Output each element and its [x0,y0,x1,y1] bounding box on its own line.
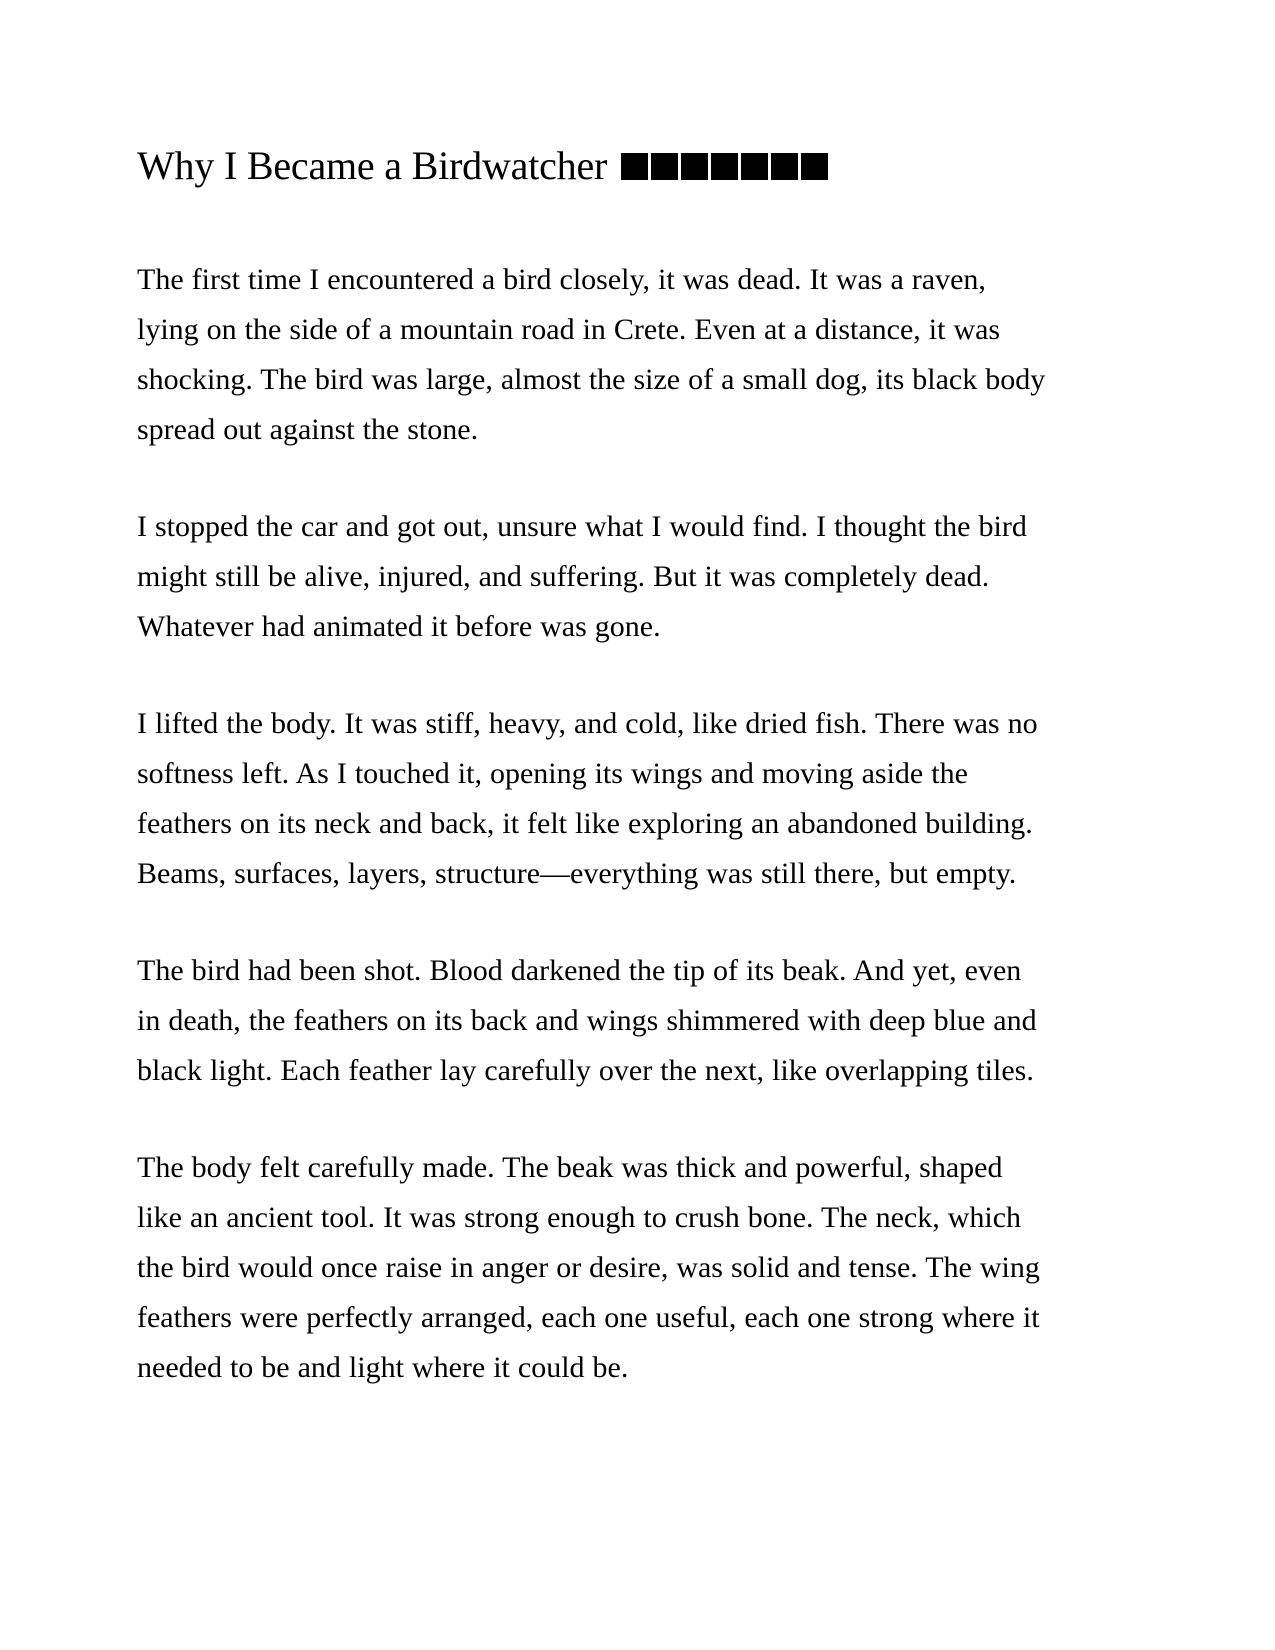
text-line: might still be alive, injured, and suffering. But it was completely dead. [137,560,990,593]
paragraph-4 [137,946,1147,1096]
redaction-block [771,153,798,180]
text-line: needed to be and light where it could be. [137,1351,629,1384]
text-line: The body felt carefully made. The beak was thick and powerful, shaped [137,1151,1003,1184]
text-line: in death, the feathers on its back and wings shimmered with deep blue and [137,1004,1037,1037]
text-line: black light. Each feather lay carefully over the next, like overlapping tiles. [137,1054,1034,1087]
text-line: like an ancient tool. It was strong enough to crush bone. The neck, which [137,1201,1022,1234]
redaction-block [801,153,828,180]
text-line: spread out against the stone. [137,413,479,446]
redaction-block [621,153,648,180]
paragraph-3 [137,699,1147,899]
redaction-bar [621,153,828,180]
text-line: lying on the side of a mountain road in Crete. Even at a distance, it was [137,313,1001,346]
redaction-block [681,153,708,180]
paragraph-5 [137,1143,1147,1393]
text-line: feathers on its neck and back, it felt like exploring an abandoned building. [137,807,1033,840]
paragraph-1 [137,255,1147,455]
text-line: I stopped the car and got out, unsure what I would find. I thought the bird [137,510,1027,543]
document-body [137,255,1147,1440]
text-line: The bird had been shot. Blood darkened the tip of its beak. And yet, even [137,954,1022,987]
text-line: shocking. The bird was large, almost the size of a small dog, its black body [137,363,1046,396]
document-title: Why I Became a Birdwatcher [137,143,608,188]
text-line: the bird would once raise in anger or desire, was solid and tense. The wing [137,1251,1040,1284]
text-line: Whatever had animated it before was gone. [137,610,661,643]
paragraph-2 [137,502,1147,652]
redaction-block [651,153,678,180]
text-line: Beams, surfaces, layers, structure—everything was still there, but empty. [137,857,1017,890]
title-row [137,138,828,194]
text-line: The first time I encountered a bird closely, it was dead. It was a raven, [137,263,986,296]
redaction-block [741,153,768,180]
text-line: I lifted the body. It was stiff, heavy, and cold, like dried fish. There was no [137,707,1038,740]
text-line: softness left. As I touched it, opening its wings and moving aside the [137,757,968,790]
text-line: feathers were perfectly arranged, each one useful, each one strong where it [137,1301,1040,1334]
redaction-block [711,153,738,180]
